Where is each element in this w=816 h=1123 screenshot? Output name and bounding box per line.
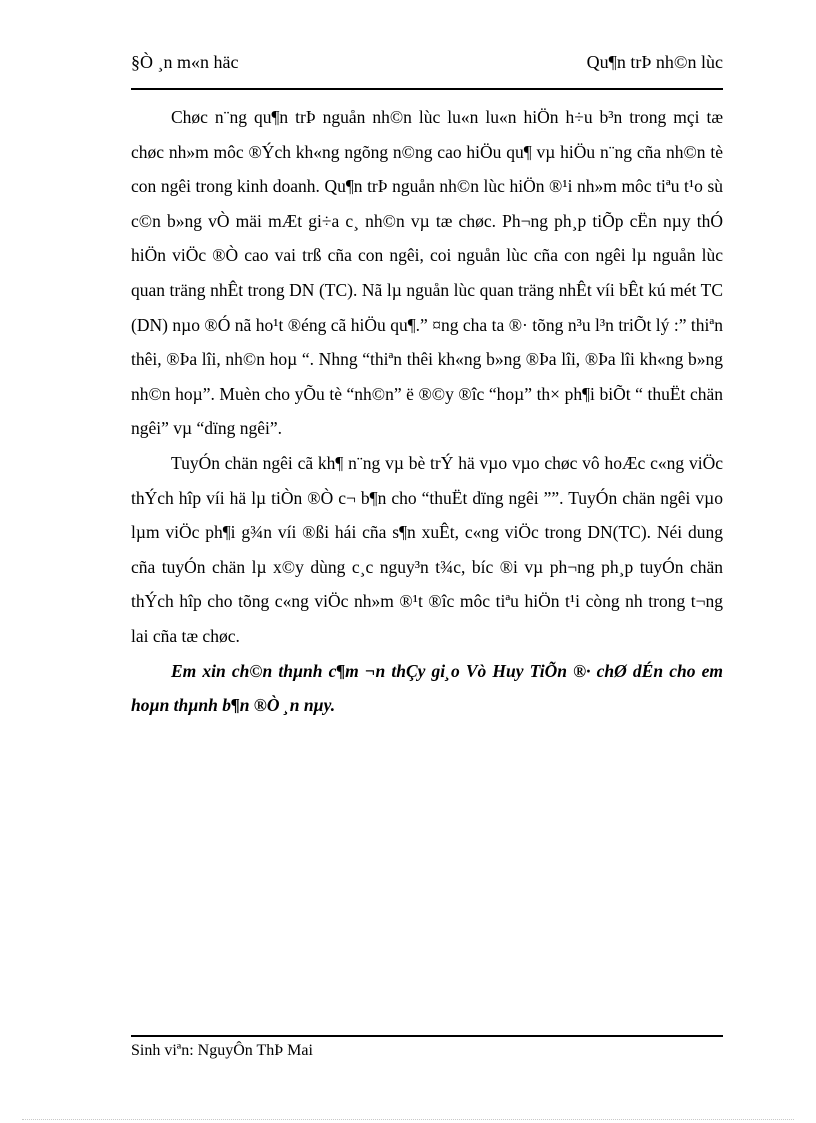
header-document-type: §Ò ¸n m«n häc — [131, 52, 239, 72]
header-divider — [131, 88, 723, 90]
footer-author: Sinh viªn: NguyÔn ThÞ Mai — [131, 1042, 313, 1059]
header-subject: Qu¶n trÞ nh©n lùc — [586, 52, 723, 72]
acknowledgement-paragraph: Em xin ch©n thµnh c¶m ¬n thÇy gi¸o Vò Huy TiÕn ®· chØ dÉn cho em hoµn thµnh b¶n ®Ò ¸n nµy. — [131, 660, 723, 716]
body-paragraph-2: TuyÓn chän ngêi cã kh¶ n¨ng vµ bè trÝ hä vµo vµo chøc vô hoÆc c«ng viÖc thÝch hîp víi hä lµ tiÒn ®Ò c¬ b¶n cho “thuËt dïng ngêi ””. TuyÓn chän ngêi vµo lµm viÖc ph¶i g¾n víi ®ßi hái cña s¶n xuÊt, c«ng viÖc trong DN(TC). Néi dung cña tuyÓn chän lµ x©y dùng c¸c nguy³n t¾c, bíc ®i vµ ph¬ng ph¸p tuyÓn chän thÝch hîp cho tõng c«ng viÖc nh»m ®¹t ®îc môc tiªu hiÖn t¹i còng nh trong t¬ng lai cña tæ chøc. — [131, 452, 723, 646]
body-paragraph-1: Chøc n¨ng qu¶n trÞ nguån nh©n lùc lu«n lu«n hiÖn h÷u b³n trong mçi tæ chøc nh»m môc ®Ých kh«ng ngõng n©ng cao hiÖu qu¶ vµ hiÖu n¨ng cña nh©n tè con ngêi trong kinh doanh. Qu¶n trÞ nguån nh©n lùc hiÖn ®¹i nh»m môc tiªu t¹o sù c©n b»ng vÒ mäi mÆt gi÷a c¸ nh©n vµ tæ chøc. Ph¬ng ph¸p tiÕp cËn nµy thÓ hiÖn viÖc ®Ò cao vai trß cña con ngêi, coi nguån lùc cña con ngêi lµ nguån lùc quan träng nhÊt trong DN (TC). Nã lµ nguån lùc quan träng nhÊt víi bÊt kú mét TC (DN) nµo ®Ó nã ho¹t ®éng cã hiÖu qu¶.” ¤ng cha ta ®· tõng n³u l³n triÕt lý :” thiªn thêi, ®Þa lîi, nh©n hoµ “. Nhng “thiªn thêi kh«ng b»ng ®Þa lîi, ®Þa lîi kh«ng b»ng nh©n hoµ”. Muèn cho yÕu tè “nh©n” ë ®©y ®îc “hoµ” th× ph¶i biÕt “ thuËt chän ngêi” vµ “dïng ngêi”. — [131, 107, 723, 439]
footer-divider — [131, 1035, 723, 1037]
page-header — [131, 52, 723, 78]
document-body — [131, 100, 723, 723]
page-bottom-edge — [22, 1119, 794, 1120]
